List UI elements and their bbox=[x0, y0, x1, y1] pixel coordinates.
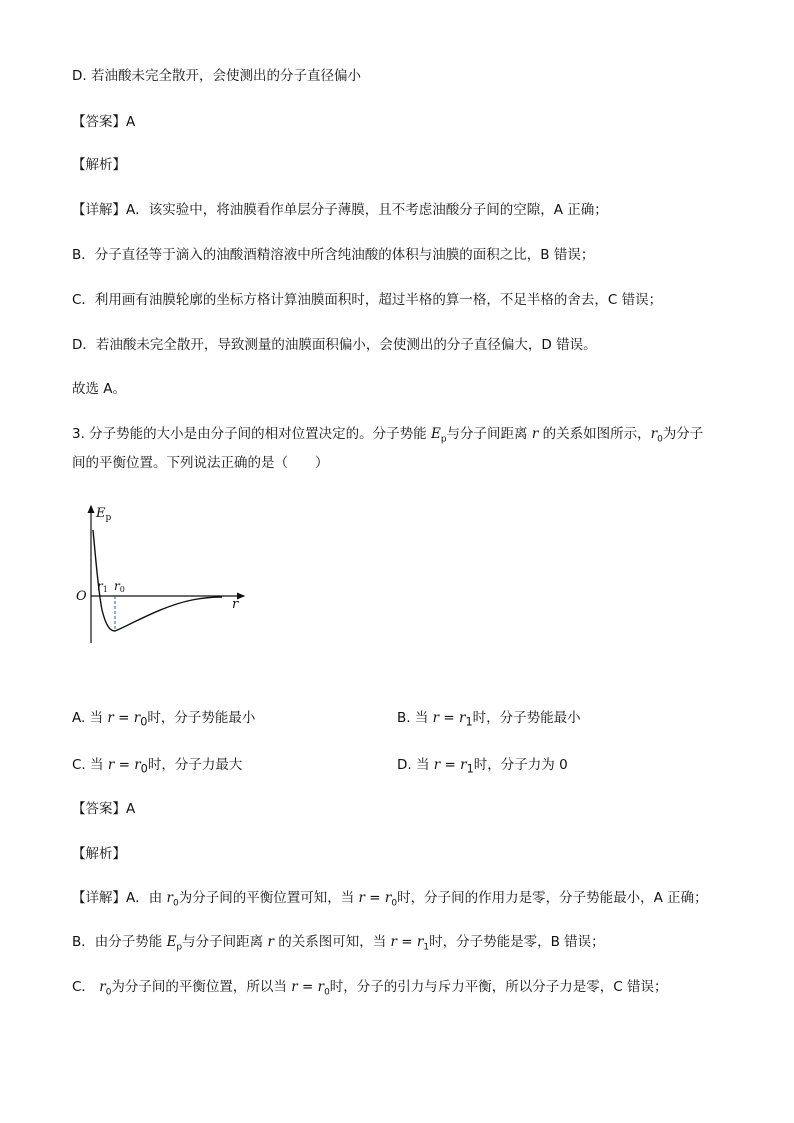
prev-option-d: D. 若油酸未完全散开，会使测出的分子直径偏小 bbox=[72, 68, 361, 84]
option-b[interactable]: B. 当 $r = r_1$时，分子势能最小 bbox=[397, 710, 581, 729]
prev-analysis-heading: 【解析】 bbox=[72, 157, 126, 173]
prev-conclusion: 故选 A。 bbox=[72, 381, 127, 397]
potential-energy-graph bbox=[72, 500, 252, 650]
r0-label: r0 bbox=[114, 579, 125, 594]
prev-detail-c: C．利用画有油膜轮廓的坐标方格计算油膜面积时，超过半格的算一格，不足半格的舍去，C 错误； bbox=[72, 292, 663, 308]
potential-energy-curve bbox=[93, 530, 222, 631]
option-c[interactable]: C. 当 $r = r_0$时，分子力最大 bbox=[72, 757, 243, 776]
prev-detail-a: 【详解】A．该实验中，将油膜看作单层分子薄膜，且不考虑油酸分子间的空隙，A 正确； bbox=[72, 202, 608, 218]
prev-detail-d: D．若油酸未完全散开，导致测量的油膜面积偏小，会使测出的分子直径偏大，D 错误。 bbox=[72, 337, 597, 353]
q3-stem-line1: 3. 分子势能的大小是由分子间的相对位置决定的。分子势能 $E_p$与分子间距离 r 的关系如图所示，$r_0$为分子 bbox=[72, 426, 704, 445]
prev-answer: 【答案】A bbox=[72, 114, 136, 130]
q3-answer: 【答案】A bbox=[72, 801, 136, 817]
q3-detail-b: B．由分子势能 $E_p$与分子间距离 r 的关系图可知，当 $r = r_1$时，分子势能是零，B 错误； bbox=[72, 934, 605, 953]
x-axis-label: r bbox=[232, 597, 239, 612]
option-d[interactable]: D. 当 $r = r_1$时，分子力为 0 bbox=[397, 757, 568, 776]
origin-label: O bbox=[76, 589, 87, 604]
q3-analysis-heading: 【解析】 bbox=[72, 846, 126, 862]
q3-detail-a: 【详解】A．由 $r_0$为分子间的平衡位置可知，当 $r = r_0$时，分子间的作用力是零，分子势能最小，A 正确； bbox=[72, 890, 708, 909]
q3-detail-c: C． $r_0$为分子间的平衡位置，所以当 $r = r_0$时，分子的引力与斥力平衡，所以分子力是零，C 错误； bbox=[72, 979, 668, 998]
option-a[interactable]: A. 当 $r = r_0$时，分子势能最小 bbox=[72, 710, 256, 729]
q3-stem-line2: 间的平衡位置。下列说法正确的是（ ） bbox=[72, 455, 329, 471]
r1-label: r1 bbox=[97, 579, 108, 594]
y-axis-label: $E_p$ bbox=[96, 506, 112, 523]
prev-detail-b: B．分子直径等于滴入的油酸酒精溶液中所含纯油酸的体积与油膜的面积之比，B 错误； bbox=[72, 247, 595, 263]
